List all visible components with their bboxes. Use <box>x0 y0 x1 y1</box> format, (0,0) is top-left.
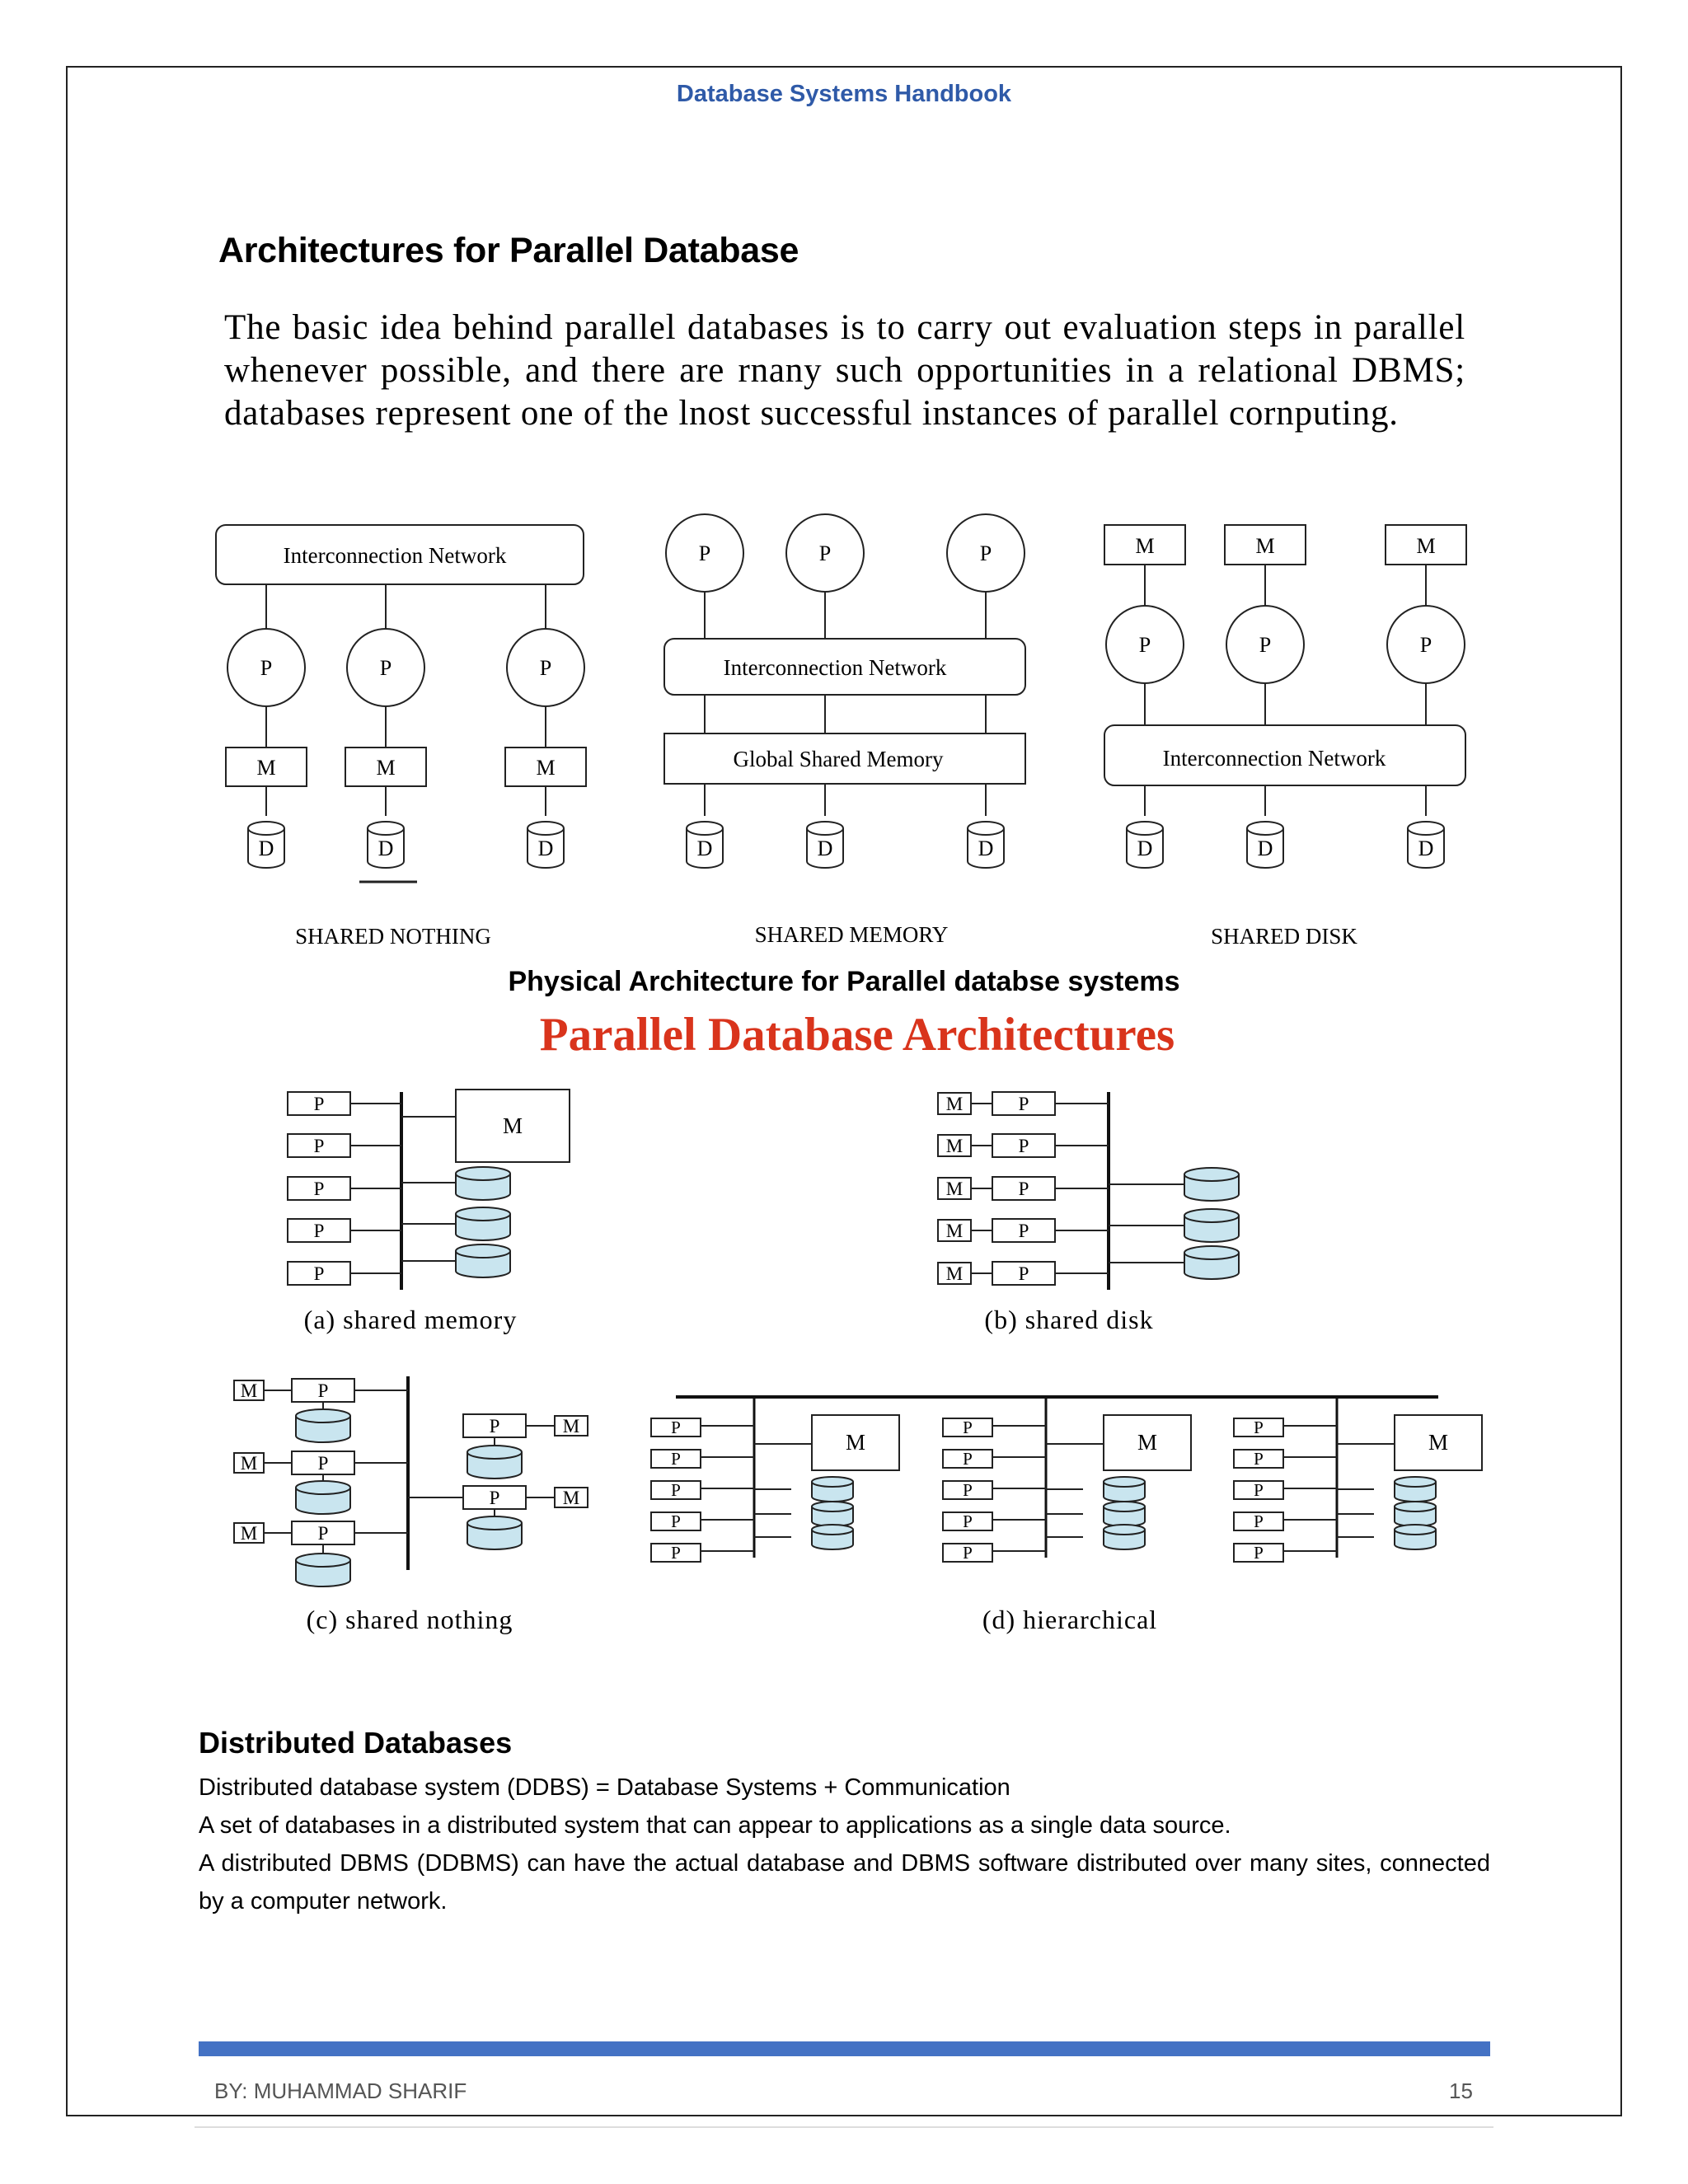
svg-text:P: P <box>818 541 832 565</box>
svg-text:P: P <box>313 1136 325 1156</box>
svg-text:P: P <box>313 1179 325 1199</box>
caption-a: (a) shared memory <box>303 1305 518 1334</box>
diagram-shared-disk <box>938 1092 1239 1334</box>
caption-d: (d) hierarchical <box>982 1605 1158 1634</box>
svg-text:M: M <box>1255 534 1275 558</box>
svg-text:P: P <box>1419 633 1432 657</box>
footer-bar <box>199 2041 1490 2056</box>
diagram-shared-nothing <box>234 1376 588 1634</box>
svg-text:P: P <box>260 656 273 680</box>
figure-subtitle: Physical Architecture for Parallel databse systems <box>508 966 1180 997</box>
network-label: Interconnection Network <box>283 543 507 568</box>
diagram-shared-memory <box>288 1090 570 1334</box>
shared-disk-diagram <box>1104 525 1466 949</box>
svg-text:D: D <box>537 837 554 860</box>
svg-text:Global Shared Memory: Global Shared Memory <box>733 747 944 771</box>
svg-text:P: P <box>1018 1094 1029 1114</box>
caption-b: (b) shared disk <box>984 1305 1154 1334</box>
svg-text:P: P <box>317 1380 329 1401</box>
svg-text:D: D <box>817 837 833 860</box>
caption-c: (c) shared nothing <box>306 1605 513 1634</box>
svg-text:P: P <box>979 541 992 565</box>
svg-text:M: M <box>240 1523 258 1544</box>
svg-text:M: M <box>376 756 396 780</box>
svg-text:P: P <box>1018 1263 1029 1284</box>
svg-text:D: D <box>1137 837 1153 860</box>
svg-text:P: P <box>1259 633 1272 657</box>
figure-parallel-architectures <box>223 1010 1492 1652</box>
running-header: Database Systems Handbook <box>676 81 1012 107</box>
svg-text:M: M <box>945 1179 964 1199</box>
shared-nothing-diagram <box>216 525 586 949</box>
svg-text:M: M <box>502 1113 523 1138</box>
svg-text:P: P <box>317 1523 329 1544</box>
svg-text:P: P <box>313 1221 325 1241</box>
svg-text:Interconnection Network: Interconnection Network <box>723 655 947 680</box>
svg-text:M: M <box>845 1430 866 1455</box>
svg-text:P: P <box>671 1480 681 1500</box>
caption-shared-nothing: SHARED NOTHING <box>295 924 491 949</box>
svg-text:M: M <box>562 1488 580 1508</box>
diagram-hierarchical <box>651 1397 1482 1634</box>
footer-author: BY: MUHAMMAD SHARIF <box>214 2079 467 2103</box>
shared-memory-diagram <box>664 514 1025 947</box>
figure-title: Parallel Database Architectures <box>539 1010 1175 1061</box>
svg-text:M: M <box>240 1380 258 1401</box>
svg-text:D: D <box>978 837 994 860</box>
svg-text:P: P <box>489 1488 500 1508</box>
svg-text:D: D <box>377 837 394 860</box>
svg-text:M: M <box>945 1221 964 1241</box>
ddbms-description: A distributed DBMS (DDBMS) can have the actual database and DBMS software distributed over many sites, connected by a computer network. <box>199 1850 1490 1915</box>
svg-text:D: D <box>258 837 274 860</box>
svg-text:M: M <box>1416 534 1436 558</box>
svg-text:P: P <box>489 1416 500 1436</box>
intro-paragraph: The basic idea behind parallel databases is to carry out evaluation steps in parallel whenever possible, and there are rnany such opportunities in a relational DBMS; databases represent one of the lnost successful instances of parallel cornputing. <box>224 308 1465 433</box>
svg-text:P: P <box>671 1511 681 1531</box>
svg-text:P: P <box>1018 1136 1029 1156</box>
caption-shared-memory: SHARED MEMORY <box>754 922 949 947</box>
footer-divider <box>195 2126 1493 2128</box>
svg-text:D: D <box>696 837 713 860</box>
svg-text:P: P <box>698 541 711 565</box>
svg-text:P: P <box>1018 1221 1029 1241</box>
svg-text:D: D <box>1418 837 1434 860</box>
svg-text:M: M <box>536 756 556 780</box>
svg-text:P: P <box>379 656 392 680</box>
svg-text:M: M <box>945 1263 964 1284</box>
svg-text:P: P <box>671 1543 681 1563</box>
page-number: 15 <box>1449 2079 1473 2103</box>
svg-text:Interconnection Network: Interconnection Network <box>1162 746 1386 771</box>
svg-text:P: P <box>671 1449 681 1469</box>
figure-physical-architectures <box>214 507 1484 956</box>
svg-text:P: P <box>539 656 552 680</box>
svg-text:M: M <box>562 1416 580 1436</box>
svg-text:P: P <box>671 1418 681 1437</box>
section-heading-parallel: Architectures for Parallel Database <box>218 231 799 270</box>
svg-text:M: M <box>945 1094 964 1114</box>
svg-text:D: D <box>1257 837 1273 860</box>
ddbs-description: A set of databases in a distributed system that can appear to applications as a single data source. <box>199 1812 1231 1839</box>
ddbs-definition: Distributed database system (DDBS) = Database Systems + Communication <box>199 1774 1010 1801</box>
svg-text:P: P <box>313 1263 325 1284</box>
svg-text:P: P <box>317 1453 329 1474</box>
svg-text:P: P <box>1138 633 1151 657</box>
svg-text:M: M <box>1135 534 1155 558</box>
section-heading-distributed: Distributed Databases <box>199 1726 513 1760</box>
svg-text:M: M <box>256 756 276 780</box>
svg-text:P: P <box>1018 1179 1029 1199</box>
svg-text:M: M <box>945 1136 964 1156</box>
svg-text:P: P <box>313 1094 325 1114</box>
caption-shared-disk: SHARED DISK <box>1211 924 1357 949</box>
svg-text:M: M <box>240 1453 258 1474</box>
